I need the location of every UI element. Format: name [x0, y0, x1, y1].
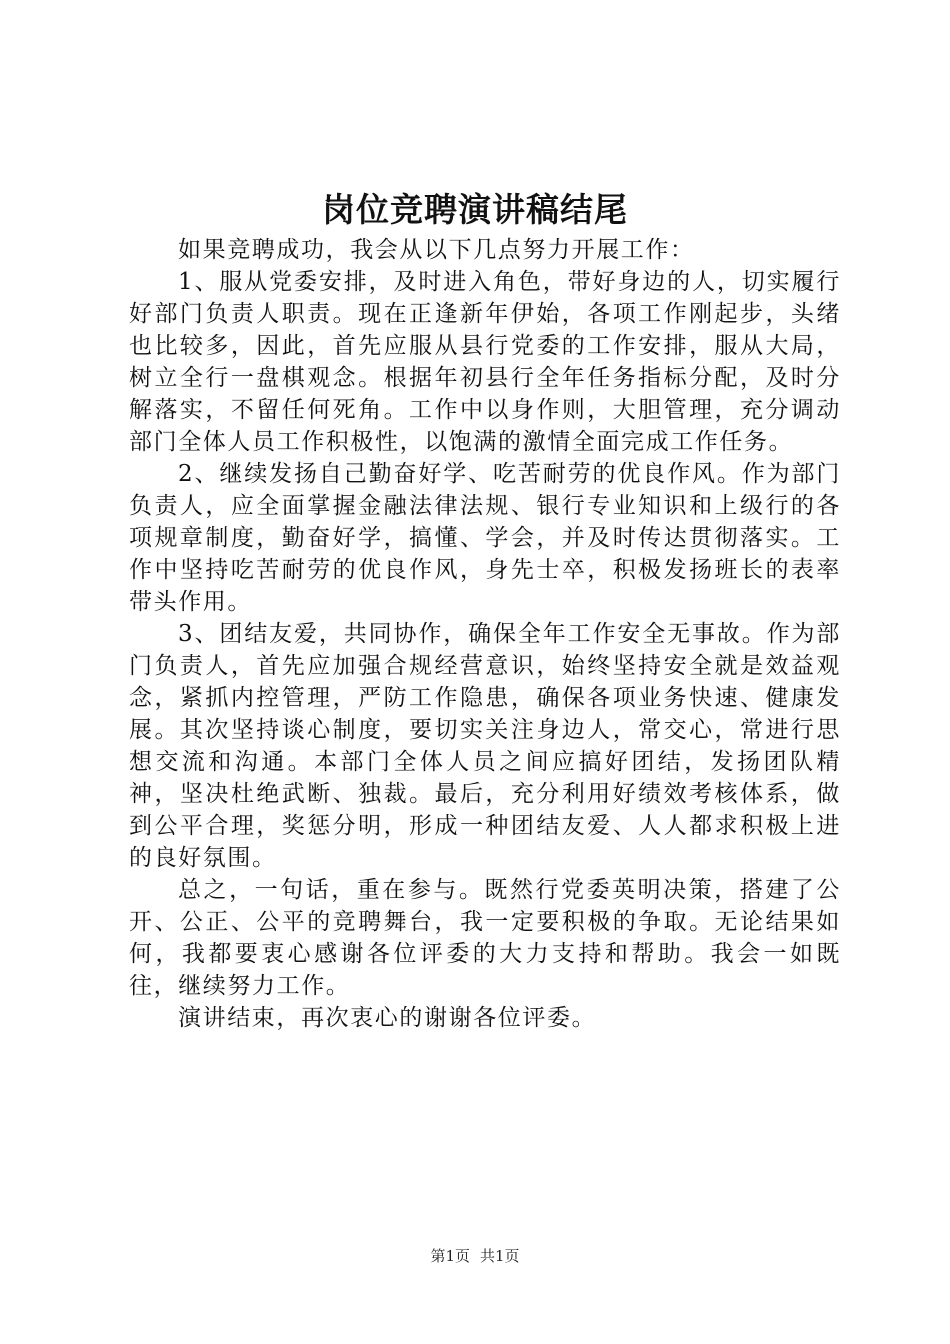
page-footer	[0, 1244, 950, 1268]
page-number: 第1页	[430, 1247, 470, 1265]
paragraph-point-1: 1、服从党委安排，及时进入角色，带好身边的人，切实履行好部门负责人职责。现在正逢新年伊始，各项工作刚起步，头绪也比较多，因此，首先应服从县行党委的工作安排，服从大局，树立全行一盘棋观念。根据年初县行全年任务指标分配，及时分解落实，不留任何死角。工作中以身作则，大胆管理，充分调动部门全体人员工作积极性，以饱满的激情全面完成工作任务。	[129, 269, 841, 455]
page-total: 共1页	[480, 1247, 520, 1265]
document-body	[129, 234, 841, 1034]
paragraph-point-3: 3、团结友爱，共同协作，确保全年工作安全无事故。作为部门负责人，首先应加强合规经营意识，始终坚持安全就是效益观念，紧抓内控管理，严防工作隐患，确保各项业务快速、健康发展。其次坚持谈心制度，要切实关注身边人，常交心，常进行思想交流和沟通。本部门全体人员之间应搞好团结，发扬团队精神，坚决杜绝武断、独裁。最后，充分利用好绩效考核体系，做到公平合理，奖惩分明，形成一种团结友爱、人人都求积极上进的良好氛围。	[129, 621, 841, 871]
paragraph-point-2: 2、继续发扬自己勤奋好学、吃苦耐劳的优良作风。作为部门负责人，应全面掌握金融法律法规、银行专业知识和上级行的各项规章制度，勤奋好学，搞懂、学会，并及时传达贯彻落实。工作中坚持吃苦耐劳的优良作风，身先士卒，积极发扬班长的表率带头作用。	[129, 461, 841, 615]
paragraph-intro: 如果竞聘成功，我会从以下几点努力开展工作：	[178, 237, 695, 263]
document-title: 岗位竞聘演讲稿结尾	[322, 190, 628, 229]
paragraph-summary: 总之，一句话，重在参与。既然行党委英明决策，搭建了公开、公正、公平的竞聘舞台，我一定要积极的争取。无论结果如何，我都要衷心感谢各位评委的大力支持和帮助。我会一如既往，继续努力工作。	[129, 877, 841, 999]
paragraph-closing: 演讲结束，再次衷心的谢谢各位评委。	[178, 1005, 597, 1031]
